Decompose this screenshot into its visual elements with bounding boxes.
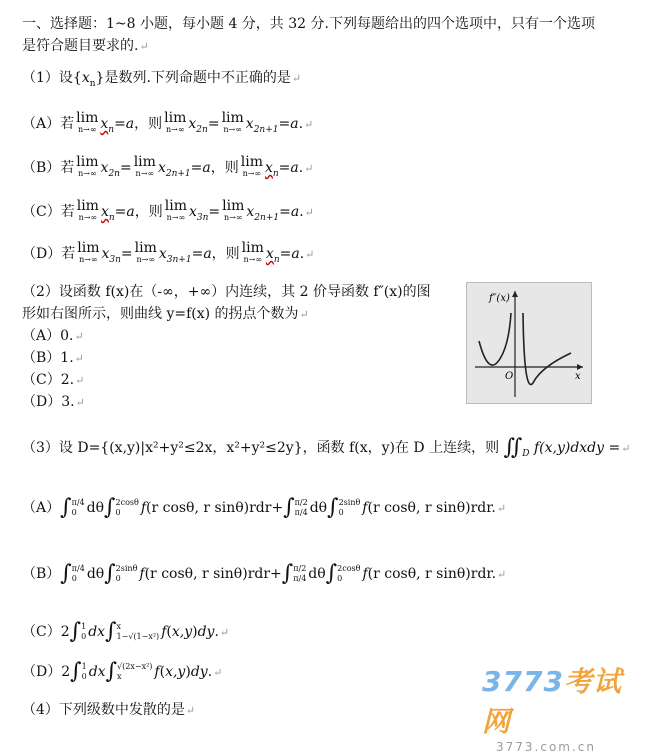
instructions-line-2: 是符合题目要求的.↵ <box>22 38 149 54</box>
q1-option-d: （D）若 lim n→∞ $x_{3n}=$ lim n→∞ $x_{3n+1}=a$，则 lim n→∞ $x_n=a.↵$ <box>22 240 315 265</box>
q1-option-b: （B）若 lim n→∞ $x_{2n}=$ lim n→∞ $x_{2n+1}=a$，则 lim n→∞ $x_n=a.↵$ <box>22 154 314 179</box>
q1-option-a: （A）若 lim n→∞ $x_n=a$，则 lim n→∞ $x_{2n}=$ lim n→∞ $x_{2n+1}=a.↵$ <box>22 110 314 135</box>
graph-origin-label: O <box>505 371 514 382</box>
instructions-line-1: 一、选择题：1~8 小题，每小题 4 分，共 32 分.下列每题给出的四个选项中，只有一个选项 <box>22 16 595 32</box>
q2-option-c: （C）2.↵ <box>22 372 85 388</box>
q3-option-d: （D）2∫ 1 0 dx∫ √(2x−x²) x f(x,y)dy.↵ <box>22 659 223 684</box>
q2-option-a: （A）0.↵ <box>22 328 84 344</box>
q1-stem: （1）设$\{x_n\}$是数列.下列命题中不正确的是↵ <box>22 70 302 89</box>
graph-x-label: x <box>575 371 581 382</box>
second-derivative-graph <box>466 282 592 404</box>
q3-stem: （3）设 D={(x,y)|x²+y²≤2x，x²+y²≤2y}，函数 f(x，y)在 D 上连续，则 $∬_D$ f(x,y)dxdy =↵ <box>22 435 631 460</box>
q2-stem-line-1: （2）设函数 f(x)在（-∞，+∞）内连续，其 2 价导函数 f″(x)的图 <box>22 284 431 300</box>
q1-option-c: （C）若 lim n→∞ $x_n=a$，则 lim n→∞ $x_{3n}=$ lim n→∞ $x_{2n+1}=a.↵$ <box>22 198 314 223</box>
q2-stem-line-2: 形如右图所示，则曲线 y=f(x) 的拐点个数为↵ <box>22 306 309 322</box>
graph-y-label: f″(x) <box>489 293 510 304</box>
q4-stem: （4）下列级数中发散的是↵ <box>22 702 196 718</box>
q2-option-d: （D）3.↵ <box>22 394 85 410</box>
watermark-logo: 3773考试网 3773.com.cn <box>482 665 622 754</box>
q3-option-a: （A）∫ π/4 0 dθ∫ 2cosθ 0 f(r cosθ, r sinθ)rdr+∫ π/2 π/4 dθ∫ 2sinθ 0 f(r cosθ, r sinθ)rdr.↵ <box>22 495 507 520</box>
q3-option-c: （C）2∫ 1 0 dx∫ x 1−√(1−x²) f(x,y)dy.↵ <box>22 619 230 644</box>
q2-option-b: （B）1.↵ <box>22 350 84 366</box>
q3-option-b: （B）∫ π/4 0 dθ∫ 2sinθ 0 f(r cosθ, r sinθ)rdr+∫ π/2 π/4 dθ∫ 2cosθ 0 f(r cosθ, r sinθ)rdr.↵ <box>22 561 507 586</box>
